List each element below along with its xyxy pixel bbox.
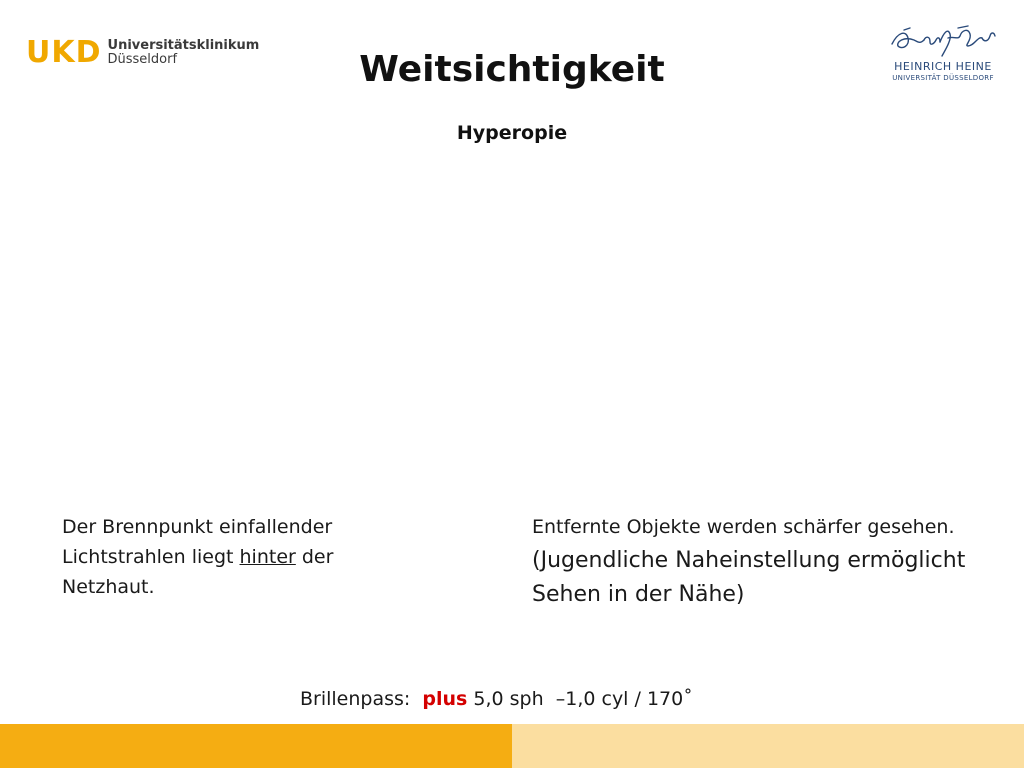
prescription-value: 5,0 sph –1,0 cyl / 170˚ [467, 688, 693, 710]
hhu-logo-line1: HEINRICH HEINE [894, 60, 992, 73]
footer-bar-right [512, 724, 1024, 768]
slide-title: Weitsichtigkeit [359, 49, 665, 90]
right-description [532, 512, 972, 612]
prescription-line [300, 688, 693, 710]
left-description-underlined: hinter [239, 546, 296, 568]
right-description-line2: (Jugendliche Naheinstellung ermöglicht Sehen in der Nähe) [532, 548, 966, 607]
prescription-plus: plus [422, 688, 468, 710]
right-description-line1: Entfernte Objekte werden schärfer gesehen. [532, 516, 955, 538]
footer-bar-left [0, 724, 512, 768]
hhu-logo-line2: UNIVERSITÄT DÜSSELDORF [892, 74, 994, 82]
ukd-logo-line1: Universitätsklinikum [107, 37, 260, 53]
left-description-part1: Der Brennpunkt einfallender Lichtstrahlen liegt [62, 516, 333, 568]
left-description [62, 512, 422, 602]
left-description-part2: der Netzhaut. [62, 546, 334, 598]
ukd-logo-mark: UKD [26, 35, 102, 70]
ukd-logo-line2: Düsseldorf [107, 52, 178, 67]
prescription-label: Brillenpass: [300, 688, 423, 710]
slide-subtitle: Hyperopie [456, 122, 568, 144]
